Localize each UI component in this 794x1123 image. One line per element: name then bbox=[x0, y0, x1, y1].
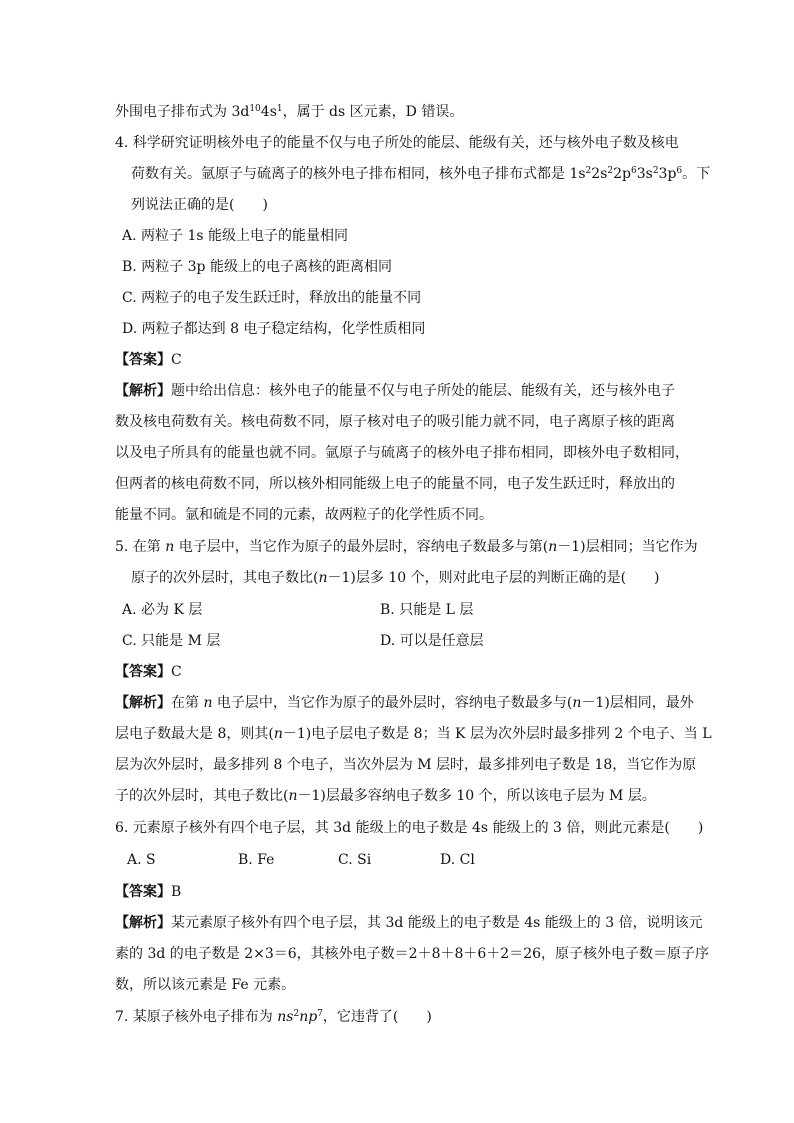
paragraph-fragment: 外围电子排布式为 $3d^{10}4s^1$，属于 ds 区元素，D 错误。 bbox=[115, 104, 464, 120]
question-6-option-b: B. Fe bbox=[238, 852, 275, 868]
question-5-line-2: 原子的次外层时，其电子数比(n－1)层多 10 个，则对此电子层的判断正确的是( ) bbox=[131, 570, 660, 586]
question-5-analysis-line-3: 层为次外层时，最多排列 8 个电子，当次外层为 M 层时，最多排列电子数是 18，当它作为原 bbox=[115, 757, 697, 773]
question-5-option-a: A. 必为 K 层 bbox=[122, 602, 203, 618]
question-4-option-c: C. 两粒子的电子发生跃迁时，释放出的能量不同 bbox=[122, 290, 422, 306]
question-5-option-b: B. 只能是 L 层 bbox=[380, 602, 474, 618]
question-4-option-b: B. 两粒子 3p 能级上的电子离核的距离相同 bbox=[122, 259, 392, 275]
question-5-analysis-line-1: 【解析】在第 n 电子层中，当它作为原子的最外层时，容纳电子数最多与(n－1)层相同，最外 bbox=[115, 695, 694, 711]
question-4-analysis-line-2: 数及核电荷数有关。核电荷数不同，原子核对电子的吸引能力就不同，电子离原子核的距离 bbox=[115, 414, 675, 430]
question-4-line-2: 荷数有关。氩原子与硫离子的核外电子排布相同，核外电子排布式都是 $1s^22s^22p^63s^23p^6$。下 bbox=[131, 166, 711, 182]
question-5-answer: 【答案】C bbox=[115, 664, 182, 680]
question-6-analysis-line-2: 素的 3d 的电子数是 2×3＝6，其核外电子数＝2＋8＋8＋6＋2＝26，原子核外电子数＝原子序 bbox=[115, 946, 710, 962]
question-6-answer: 【答案】B bbox=[115, 884, 182, 900]
question-5-analysis-line-2: 层电子数最大是 8，则其(n－1)电子层电子数是 8；当 K 层为次外层时最多排列 2 个电子、当 L bbox=[115, 726, 712, 742]
question-5-analysis-line-4: 子的次外层时，其电子数比(n－1)层最多容纳电子数多 10 个，所以该电子层为 M 层。 bbox=[115, 788, 656, 804]
question-5-option-d: D. 可以是任意层 bbox=[380, 633, 484, 649]
question-6-option-c: C. Si bbox=[338, 852, 372, 868]
question-4-option-d: D. 两粒子都达到 8 电子稳定结构，化学性质相同 bbox=[122, 321, 426, 337]
question-6-line-1: 6. 元素原子核外有四个电子层，其 3d 能级上的电子数是 4s 能级上的 3 倍，则此元素是( ) bbox=[115, 820, 704, 836]
question-6-analysis-line-1: 【解析】某元素原子核外有四个电子层，其 3d 能级上的电子数是 4s 能级上的 3 倍，说明该元 bbox=[115, 915, 703, 931]
question-7-line-1: 7. 某原子核外电子排布为 $ns^2np^7$，它违背了( ) bbox=[115, 1009, 432, 1025]
question-4-line-1: 4. 科学研究证明核外电子的能量不仅与电子所处的能层、能级有关，还与核外电子数及核电 bbox=[115, 135, 679, 151]
question-4-analysis-line-4: 但两者的核电荷数不同，所以核外相同能级上电子的能量不同，电子发生跃迁时，释放出的 bbox=[115, 476, 675, 492]
question-4-line-3: 列说法正确的是( ) bbox=[131, 197, 268, 213]
question-5-line-1: 5. 在第 n 电子层中，当它作为原子的最外层时，容纳电子数最多与第(n－1)层相同；当它作为 bbox=[115, 539, 698, 555]
question-4-answer: 【答案】C bbox=[115, 352, 182, 368]
question-6-analysis-line-3: 数，所以该元素是 Fe 元素。 bbox=[115, 977, 296, 993]
question-6-option-d: D. Cl bbox=[440, 852, 475, 868]
question-4-analysis-line-5: 能量不同。氩和硫是不同的元素，故两粒子的化学性质不同。 bbox=[115, 507, 493, 523]
question-4-analysis-line-3: 以及电子所具有的能量也就不同。氩原子与硫离子的核外电子排布相同，即核外电子数相同， bbox=[115, 445, 689, 461]
question-6-option-a: A. S bbox=[127, 852, 156, 868]
question-4-analysis-line-1: 【解析】题中给出信息：核外电子的能量不仅与电子所处的能层、能级有关，还与核外电子 bbox=[115, 383, 675, 399]
question-4-option-a: A. 两粒子 1s 能级上电子的能量相同 bbox=[122, 228, 349, 244]
question-5-option-c: C. 只能是 M 层 bbox=[122, 633, 221, 649]
